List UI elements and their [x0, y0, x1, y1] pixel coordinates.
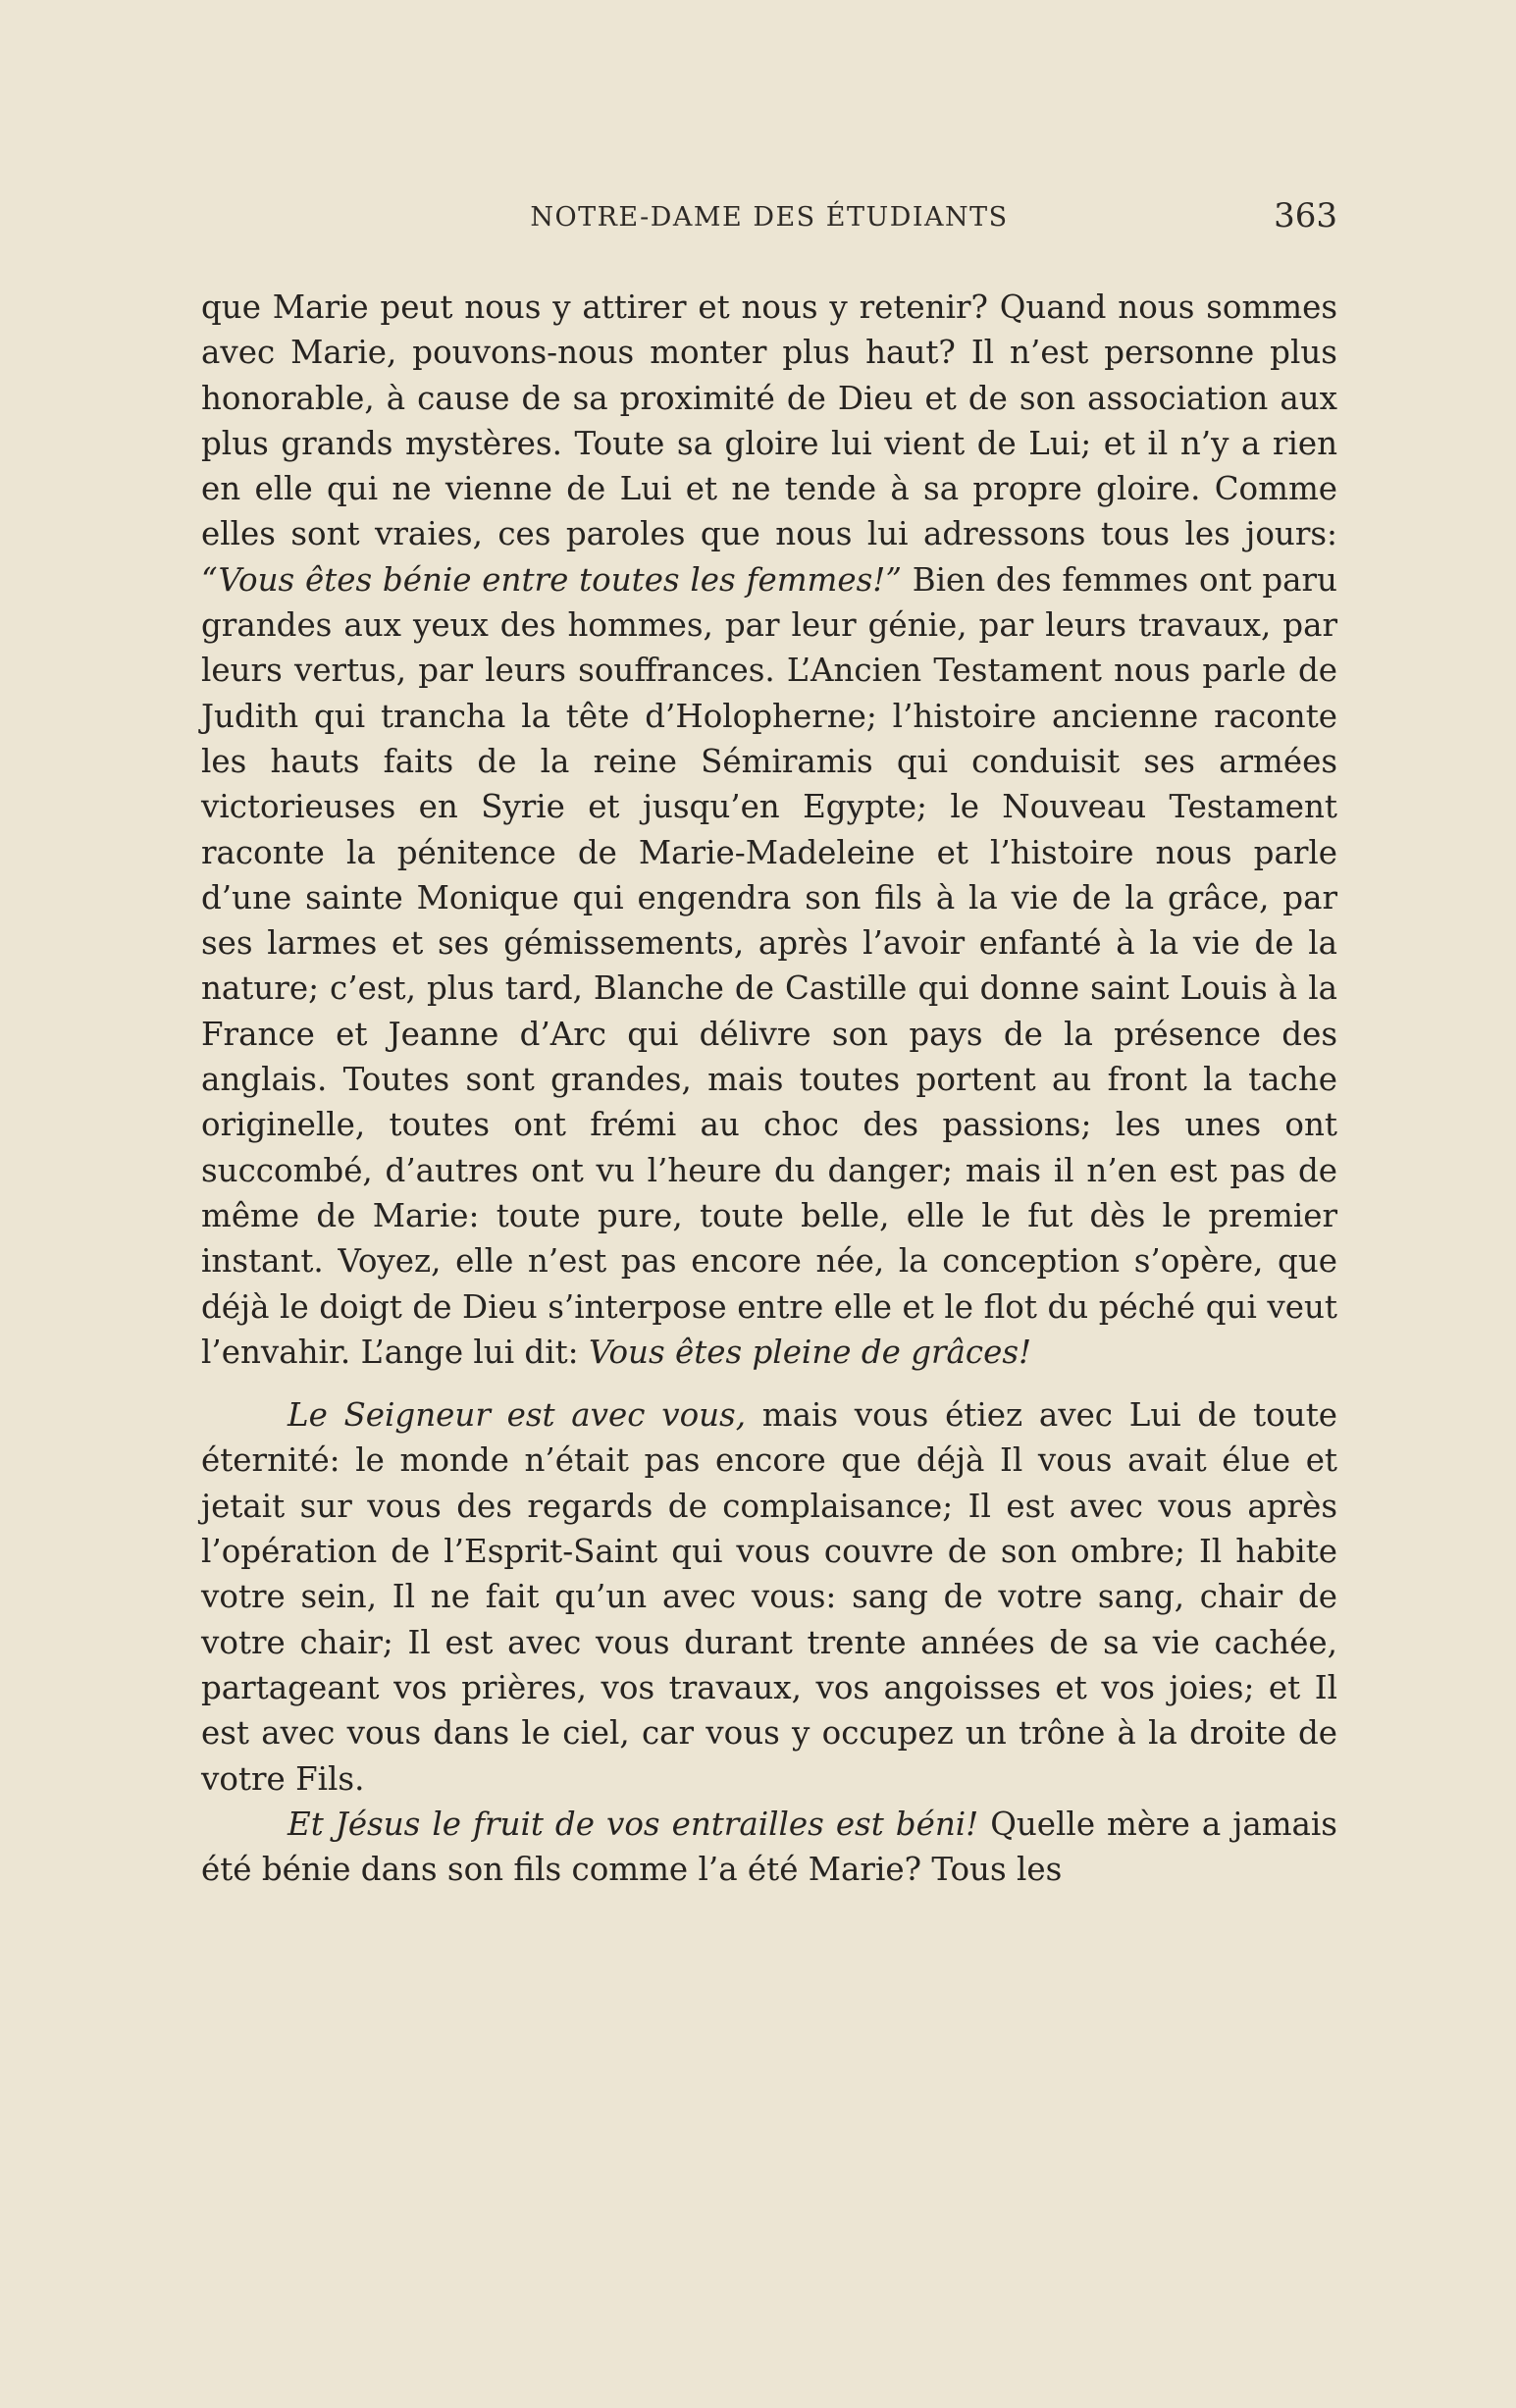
italic-quote: Et Jésus le fruit de vos entrailles est béni!: [288, 1805, 979, 1843]
running-title: NOTRE-DAME DES ÉTUDIANTS: [530, 202, 1009, 233]
italic-quote: Le Seigneur est avec vous,: [288, 1396, 747, 1435]
page-number: 363: [1274, 196, 1337, 236]
running-header: [201, 196, 1337, 245]
text-segment: Bien des femmes ont paru grandes aux yeux des hommes, par leur génie, par leurs travaux, par leurs vertus, par leurs souffrances. L’Ancien Testament nous parle de Judith qui trancha la tête d’Holopherne; l’histoire ancienne raconte les hauts faits de la reine Sémiramis qui conduisit ses armées victorieuses en Syrie et jusqu’en Egypte; le Nouveau Testament raconte la pénitence de Marie-Madeleine et l’histoire nous parle d’une sainte Monique qui engendra son fils à la vie de la grâce, par ses larmes et ses gémissements, après l’avoir enfanté à la vie de la nature; c’est, plus tard, Blanche de Castille qui donne saint Louis à la France et Jeanne d’Arc qui délivre son pays de la présence des anglais. Toutes sont grandes, mais toutes portent au front la tache originelle, toutes ont frémi au choc des passions; les unes ont succombé, d’autres ont vu l’heure du danger; mais il n’en est pas de même de Marie: toute pure, toute belle, elle le fut dès le premier instant. Voyez, elle n’est pas encore née, la conception s’opère, que déjà le doigt de Dieu s’interpose entre elle et le flot du péché qui veut l’envahir. L’ange lui dit:: [201, 560, 1337, 1371]
text-segment: mais vous étiez avec Lui de toute éternité: le monde n’était pas encore que déjà Il vous avait élue et jetait sur vous des regards de complaisance; Il est avec vous après l’opération de l’Esprit-Saint qui vous couvre de son ombre; Il habite votre sein, Il ne fait qu’un avec vous: sang de votre sang, chair de votre chair; Il est avec vous durant trente années de sa vie cachée, partageant vos prières, vos travaux, vos angoisses et vos joies; et Il est avec vous dans le ciel, car vous y occupez un trône à la droite de votre Fils.: [201, 1396, 1337, 1798]
paragraph-1: [201, 285, 1337, 1375]
paragraph-3: [201, 1802, 1337, 1893]
italic-quote: “Vous êtes bénie entre toutes les femmes!”: [201, 560, 902, 599]
text-segment: que Marie peut nous y attirer et nous y retenir? Quand nous sommes avec Marie, pouvons-nous monter plus haut? Il n’est personne plus honorable, à cause de sa proximité de Dieu et de son association aux plus grands mystères. Toute sa gloire lui vient de Lui; et il n’y a rien en elle qui ne vienne de Lui et ne tende à sa propre gloire. Comme elles sont vraies, ces paroles que nous lui adressons tous les jours:: [201, 288, 1337, 553]
body-text: [201, 285, 1337, 1892]
paragraph-2: [201, 1392, 1337, 1802]
text-segment: Quelle mère a jamais été bénie dans son fils comme l’a été Marie? Tous les: [201, 1805, 1337, 1889]
italic-quote: Vous êtes pleine de grâces!: [588, 1333, 1032, 1371]
